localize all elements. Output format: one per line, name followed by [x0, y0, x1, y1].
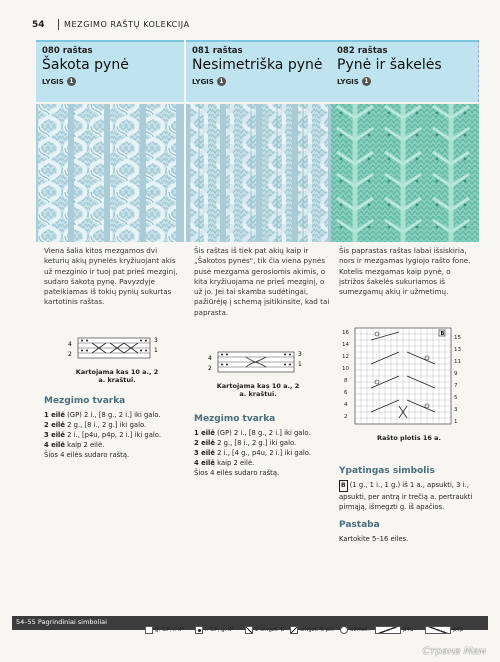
level-badge: 1 — [217, 77, 226, 86]
footer-reference: 54–55 Pagrindiniai simboliai — [16, 618, 107, 626]
note-title: Pastaba — [339, 520, 380, 530]
yarn-over-icon — [340, 626, 348, 634]
legend-item — [195, 626, 233, 634]
chart-row-label: 16 — [342, 330, 349, 336]
chart-row-label: 13 — [454, 347, 461, 353]
pattern-title-bar — [331, 40, 479, 102]
swatch-photo — [331, 104, 479, 242]
instructions-title: Mezgimo tvarka — [194, 414, 276, 424]
knitting-chart — [341, 326, 471, 430]
chart-row-label: 10 — [342, 366, 349, 372]
chart-row-label: 4 — [344, 402, 348, 408]
page-number: 54 — [32, 20, 45, 30]
chart-row-label: 2 — [344, 414, 348, 420]
chart-row-label: 11 — [454, 359, 461, 365]
legend-label: p4u — [403, 627, 414, 633]
chart-row-label: 1 — [298, 361, 302, 368]
pattern-title-bar — [36, 40, 184, 102]
chart-row-label: 3 — [298, 351, 302, 358]
pattern-description: Šis raštas iš tiek pat akių kaip ir „Šakotos pynės", tik čia viena pynės pusė mezgama gerosiomis akimis, o kita kryžiuojama ne prieš mezginį, o už jo. Jei tai skamba sudėtingai, pažiūrėję į schemą įsitikinsite, kad tai paprasta. — [194, 246, 330, 317]
pattern-number: 080 raštas — [42, 46, 93, 56]
level-label: LYGIS — [337, 77, 359, 86]
instruction-row — [194, 438, 311, 448]
legend-label: 2 smgzt. D — [255, 627, 285, 633]
pattern-081 — [186, 40, 334, 620]
chart-row-label: 4 — [208, 355, 212, 362]
purl-symbol-icon — [195, 626, 203, 634]
pattern-082 — [331, 40, 479, 620]
special-symbol-box: B — [339, 480, 348, 492]
chart-caption: Kartojama kas 10 a., 2 a. kraštui. — [75, 368, 159, 384]
knit-symbol-icon — [145, 626, 153, 634]
chart-row-label: 9 — [454, 371, 458, 377]
instruction-row — [194, 448, 311, 458]
chart-row-label: 12 — [342, 354, 349, 360]
legend-item — [245, 626, 285, 634]
row-text: (GP) 2 i., [8 g., 2 i.] iki galo. — [67, 411, 161, 419]
row-label: 2 eilė — [194, 439, 215, 447]
chart-row-label: 3 — [454, 407, 458, 413]
instruction-row — [44, 410, 161, 420]
chart-row-label: 15 — [454, 335, 461, 341]
cable-right-icon — [425, 626, 451, 634]
swatch-photo — [36, 104, 184, 242]
level-badge: 1 — [362, 77, 371, 86]
legend-label: smgzt. K ptr. — [300, 627, 335, 633]
chart-row-label: 1 — [454, 419, 458, 425]
instruction-note: Šios 4 eilės sudaro raštą. — [44, 451, 130, 459]
legend-item — [290, 626, 335, 634]
level-badge: 1 — [67, 77, 76, 86]
instruction-row — [44, 420, 161, 430]
knitting-chart — [206, 350, 306, 378]
ssk-symbol-icon — [290, 626, 298, 634]
pattern-080 — [36, 40, 184, 620]
row-text: kaip 2 eilė. — [67, 441, 105, 449]
chart-row-label: 7 — [454, 383, 458, 389]
chart-caption: Rašto plotis 16 a. — [376, 434, 442, 442]
chart-caption: Kartojama kas 10 a., 2 a. kraštui. — [216, 382, 300, 398]
chart-row-label: 2 — [208, 365, 212, 372]
legend-label: p4p — [453, 627, 464, 633]
pattern-name: Šakota pynė — [42, 57, 129, 73]
pattern-number: 081 raštas — [192, 46, 243, 56]
legend-item — [375, 626, 413, 634]
pattern-name: Nesimetriška pynė — [192, 57, 323, 73]
chart-row-label: 8 — [344, 378, 348, 384]
difficulty-level — [337, 77, 472, 86]
chart-row-label: 1 — [154, 347, 158, 354]
header-divider — [58, 19, 59, 30]
row-label: 4 eilė — [194, 459, 215, 467]
watermark: Страна Мам — [422, 646, 486, 657]
row-label: 1 eilė — [44, 411, 65, 419]
legend-label: g. GP, i. IP — [155, 627, 184, 633]
row-text: kaip 2 eilė. — [217, 459, 255, 467]
instruction-note: Šios 4 eilės sudaro raštą. — [194, 469, 280, 477]
legend-item — [425, 626, 463, 634]
row-text: 2 i., [p4u, p4p, 2 i.] iki galo. — [67, 431, 161, 439]
difficulty-level — [42, 77, 178, 86]
level-label: LYGIS — [192, 77, 214, 86]
instruction-row — [194, 428, 311, 438]
instruction-row — [44, 440, 161, 450]
row-label: 2 eilė — [44, 421, 65, 429]
k2tog-symbol-icon — [245, 626, 253, 634]
swatch-photo — [186, 104, 334, 242]
row-text: 2 g., [8 i., 2 g.] iki galo. — [217, 439, 297, 447]
special-symbol-description: (1 g., 1 i., 1 g.) iš 1 a., apsukti, 3 i., apsukti, per antrą ir trečią a. pertraukti pirmąją, išmegzti g. iš apačios. — [339, 481, 473, 511]
level-label: LYGIS — [42, 77, 64, 86]
note-text: Kartokite 5–16 eiles. — [339, 535, 409, 543]
chart-row-label: 5 — [454, 395, 458, 401]
row-text: 2 i., [4 g., p4u, 2 i.] iki galo. — [217, 449, 311, 457]
row-text: (GP) 2 i., [8 g., 2 i.] iki galo. — [217, 429, 311, 437]
difficulty-level — [192, 77, 328, 86]
pattern-description: Šis paprastas raštas labai išsiskiria, nors ir mezgamas lygiojo rašto fone. Kotelis mezgamas kaip pynė, o įstrižos šakelės sukuriamos iš sumezgamų akių ir užmetimų. — [339, 246, 471, 297]
instruction-row — [194, 458, 311, 468]
legend-label: i. GP, g. IP — [205, 627, 234, 633]
legend-item — [145, 626, 183, 634]
row-label: 3 eilė — [194, 449, 215, 457]
legend-item — [340, 626, 369, 634]
pattern-title-bar — [186, 40, 334, 102]
page-header — [12, 16, 488, 34]
special-symbol-text — [339, 480, 475, 512]
pattern-number: 082 raštas — [337, 46, 388, 56]
row-label: 4 eilė — [44, 441, 65, 449]
special-symbol-title: Ypatingas simbolis — [339, 466, 435, 476]
pattern-name: Pynė ir šakelės — [337, 57, 442, 73]
row-text: 2 g., [8 i., 2 g.] iki galo. — [67, 421, 147, 429]
chart-row-label: 3 — [154, 337, 158, 344]
chart-row-label: 2 — [68, 351, 72, 358]
chart-row-label: 14 — [342, 342, 349, 348]
instructions-list — [44, 410, 161, 460]
instruction-row — [44, 430, 161, 440]
knitting-chart — [66, 336, 162, 364]
row-label: 1 eilė — [194, 429, 215, 437]
legend-label: užmet. — [350, 627, 370, 633]
cable-left-icon — [375, 626, 401, 634]
pattern-description: Viena šalia kitos mezgamos dvi keturių akių pynelės kryžiuojant akis už mezginio ir tuoj pat prieš mezginį, sudaro šakotą pynę. Pavyzdyje pateikiamas iš tokių pynių sukurtas kartotinis raštas. — [44, 246, 178, 307]
chart-row-label: 6 — [344, 390, 348, 396]
instructions-title: Mezgimo tvarka — [44, 396, 126, 406]
book-title: MEZGIMO RAŠTŲ KOLEKCIJA — [64, 20, 190, 29]
row-label: 3 eilė — [44, 431, 65, 439]
instructions-list — [194, 428, 311, 478]
chart-row-label: 4 — [68, 341, 72, 348]
special-symbol-mark: B — [440, 331, 445, 337]
